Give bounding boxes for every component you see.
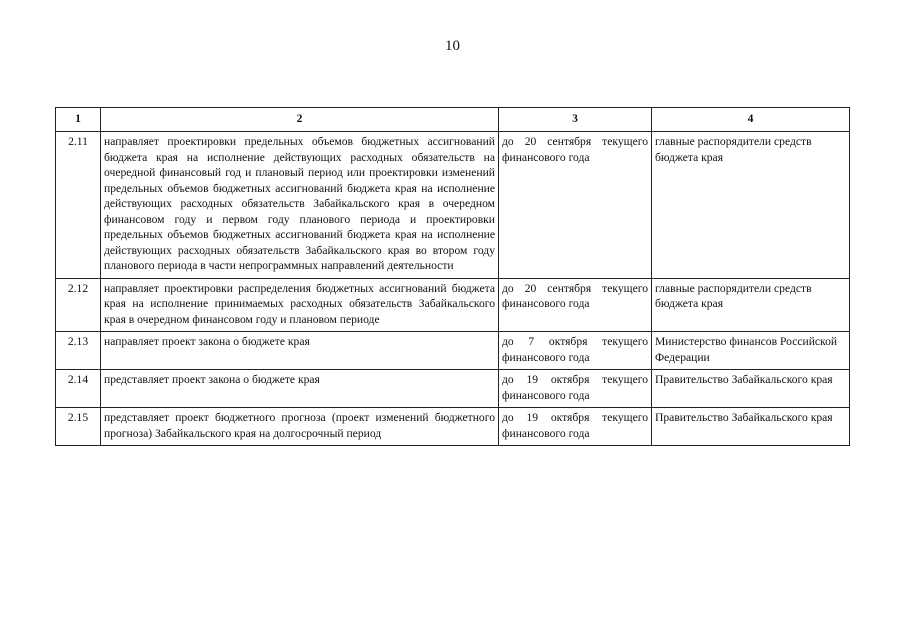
table-row — [56, 370, 850, 408]
page-number: 10 — [445, 38, 460, 54]
row-deadline: до 20 сентября текущего финансового года — [499, 278, 652, 332]
row-responsible: главные распорядители средств бюджета края — [652, 278, 850, 332]
row-responsible: Правительство Забайкальского края — [652, 370, 850, 408]
row-action: направляет проектировки распределения бюджетных ассигнований бюджета края на исполнение принимаемых расходных обязательств Забайкальского края в очередном финансовом году и плановом периоде — [101, 278, 499, 332]
table-row — [56, 332, 850, 370]
column-header-1: 1 — [56, 108, 101, 132]
table-row — [56, 408, 850, 446]
row-action: направляет проект закона о бюджете края — [101, 332, 499, 370]
row-deadline: до 19 октября текущего финансового года — [499, 370, 652, 408]
row-deadline: до 19 октября текущего финансового года — [499, 408, 652, 446]
row-responsible: главные распорядители средств бюджета края — [652, 132, 850, 279]
row-action: направляет проектировки предельных объемов бюджетных ассигнований бюджета края на исполнение действующих расходных обязательств на очередной финансовый год и плановый период или проектировки изменений предельных объемов бюджетных ассигнований бюджета края на исполнение действующих расходных обязательств Забайкальского края в очередном финансовом году и первом году планового периода и проектировки предельных объемов бюджетных ассигнований бюджета края на исполнение действующих расходных обязательств Забайкальского края во втором году планового периода в части непрограммных направлений деятельности — [101, 132, 499, 279]
table-row — [56, 132, 850, 279]
row-number: 2.14 — [56, 370, 101, 408]
column-header-2: 2 — [101, 108, 499, 132]
row-number: 2.12 — [56, 278, 101, 332]
row-responsible: Министерство финансов Российской Федерации — [652, 332, 850, 370]
row-deadline: до 7 октября текущего финансового года — [499, 332, 652, 370]
row-number: 2.11 — [56, 132, 101, 279]
table-header-row — [56, 108, 850, 132]
row-number: 2.13 — [56, 332, 101, 370]
row-action: представляет проект закона о бюджете края — [101, 370, 499, 408]
row-action: представляет проект бюджетного прогноза (проект изменений бюджетного прогноза) Забайкальского края на долгосрочный период — [101, 408, 499, 446]
column-header-3: 3 — [499, 108, 652, 132]
row-deadline: до 20 сентября текущего финансового года — [499, 132, 652, 279]
row-number: 2.15 — [56, 408, 101, 446]
table-row — [56, 278, 850, 332]
column-header-4: 4 — [652, 108, 850, 132]
schedule-table — [55, 107, 850, 446]
row-responsible: Правительство Забайкальского края — [652, 408, 850, 446]
